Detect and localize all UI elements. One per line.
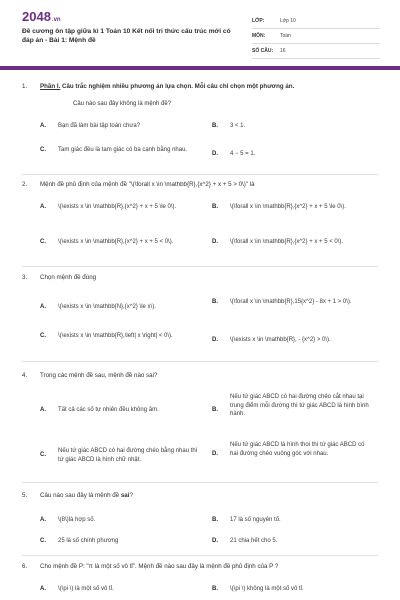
question-text: Mệnh đề phủ định của mệnh đề "\(\forall x \in \mathbb{R},{x^2} + x + 5 > 0\)" là <box>40 181 255 188</box>
question-1-prompt: Câu nào sau đây không là mệnh đề? <box>73 101 172 107</box>
option-q2-d[interactable] <box>212 238 370 247</box>
question-number: 3. <box>22 274 28 281</box>
option-text: Nếu tứ giác ABCD là hình thoi thì tứ giác ABCD có hai đường chéo vuông góc với nhau. <box>230 442 365 457</box>
document-title: Đề cương ôn tập giữa kì 1 Toán 10 Kết nối tri thức cấu trúc mới có đáp án - Bài 1: Mệnh đề <box>22 28 231 44</box>
option-q2-a[interactable] <box>40 203 198 212</box>
option-q4-b[interactable] <box>212 393 370 419</box>
option-q3-a[interactable] <box>40 303 198 312</box>
option-q5-a[interactable] <box>40 516 198 525</box>
question-text: Chọn mệnh đề đúng <box>40 274 97 281</box>
part-instruction: Câu trắc nghiệm nhiều phương án lựa chọn. Mỗi câu chỉ chọn một phương án. <box>60 83 295 90</box>
option-letter: A. <box>40 304 46 310</box>
option-text: \(\exists x \in \mathbb{R},{x^2} + x + 5 < 0\). <box>58 239 174 245</box>
question-divider <box>22 174 378 175</box>
question-number: 6. <box>22 563 28 570</box>
option-text: \(\pi \) không là một số vô tỉ. <box>230 586 304 592</box>
question-5-heading <box>22 492 382 500</box>
info-key: LỚP: <box>252 18 265 24</box>
question-text: Trong các mệnh đề sau, mệnh đề nào sai? <box>40 372 158 379</box>
option-text: \(\forall x \in \mathbb{R},{x^2} + x + 5 \le 0\). <box>230 204 346 210</box>
option-q1-c[interactable] <box>40 146 198 155</box>
option-q5-b[interactable] <box>212 516 370 525</box>
option-q1-a[interactable] <box>40 122 198 131</box>
option-letter: D. <box>212 337 218 343</box>
option-letter: C. <box>40 452 46 458</box>
option-text: Bạn đã làm bài tập toán chưa? <box>58 123 141 129</box>
question-text: Cho mệnh đề P: "π là một số vô tỉ". Mệnh đề nào sau đây là mệnh đề phủ định của P ? <box>40 563 279 570</box>
info-key: SỐ CÂU: <box>252 48 274 54</box>
question-divider <box>22 266 378 267</box>
option-q5-c[interactable] <box>40 537 198 546</box>
question-4-heading <box>22 372 382 380</box>
header <box>0 0 400 66</box>
option-text: \(8\)là hợp số. <box>58 517 96 523</box>
option-q4-c[interactable] <box>40 447 198 464</box>
question-divider <box>22 555 378 556</box>
question-emphasis: sai <box>120 492 130 499</box>
option-text: \(\exists x \in \mathbb{R},{x^2} + x + 5 \le 0\). <box>58 204 177 210</box>
site-logo[interactable] <box>22 9 61 24</box>
option-q1-b[interactable] <box>212 122 370 131</box>
option-q3-d[interactable] <box>212 336 370 345</box>
info-key: MÔN: <box>252 33 266 39</box>
question-1-heading <box>22 83 382 91</box>
option-letter: B. <box>212 204 218 210</box>
option-letter: B. <box>212 299 218 305</box>
question-2-heading <box>22 181 382 189</box>
part-label: Phần I. <box>40 83 61 90</box>
option-letter: D. <box>212 538 218 544</box>
option-letter: A. <box>40 204 46 210</box>
option-letter: A. <box>40 123 46 129</box>
option-letter: D. <box>212 451 218 457</box>
question-divider <box>22 482 378 483</box>
option-text: 3 < 1. <box>230 123 246 129</box>
info-box <box>252 14 380 59</box>
option-letter: A. <box>40 517 46 523</box>
logo-text: 2048 <box>22 9 51 24</box>
option-q4-a[interactable] <box>40 406 198 415</box>
option-text: 17 là số nguyên tố. <box>230 517 281 523</box>
option-letter: B. <box>212 517 218 523</box>
option-text: Tam giác đều là tam giác có ba cạnh bằng nhau. <box>58 147 188 153</box>
option-letter: C. <box>40 333 46 339</box>
option-text: \(\forall x \in \mathbb{R},15{x^2} - 8x + 1 > 0\). <box>230 299 352 305</box>
option-q6-a[interactable] <box>40 585 198 594</box>
question-text: Câu nào sau đây là mệnh đề <box>40 492 121 499</box>
option-text: 4 − 5 = 1. <box>230 151 256 157</box>
option-text: 21 chia hết cho 5. <box>230 538 278 544</box>
option-letter: A. <box>40 586 46 592</box>
option-q2-c[interactable] <box>40 238 198 247</box>
option-text: \(\forall x \in \mathbb{R},{x^2} + x + 5 < 0\). <box>230 239 344 245</box>
option-letter: C. <box>40 147 46 153</box>
question-3-heading <box>22 274 382 282</box>
option-letter: D. <box>212 239 218 245</box>
option-letter: B. <box>212 586 218 592</box>
option-text: Nếu tứ giác ABCD có hai đường chéo bằng nhau thì tứ giác ABCD là hình chữ nhật. <box>58 448 198 463</box>
option-letter: C. <box>40 538 46 544</box>
option-q3-c[interactable] <box>40 332 198 341</box>
info-value: Toán <box>280 33 291 39</box>
option-letter: B. <box>212 123 218 129</box>
info-value: 16 <box>280 48 286 54</box>
option-text: \(\pi \) là một số vô tỉ. <box>58 586 114 592</box>
option-text: Tất cả các số tự nhiên đều không âm. <box>58 407 159 413</box>
option-text: Nếu tứ giác ABCD có hai đường chéo cắt nhau tại trung điểm mỗi đường thì tứ giác ABCD là hình bình hành. <box>230 394 369 418</box>
option-text: \(\exists x \in \mathbb{N},{x^2} \le x\). <box>58 304 156 310</box>
option-text: \(\exists x \in \mathbb{R},\left| x \right| < 0\). <box>58 333 173 339</box>
logo-suffix: .vn <box>51 17 61 23</box>
option-text: 25 là số chính phương <box>58 538 119 544</box>
question-divider <box>22 361 378 362</box>
option-letter: A. <box>40 407 46 413</box>
question-text-end: ? <box>129 492 133 499</box>
option-q1-d[interactable] <box>212 150 370 159</box>
question-number: 4. <box>22 372 28 379</box>
option-letter: C. <box>40 239 46 245</box>
option-letter: D. <box>212 151 218 157</box>
header-divider <box>0 66 400 70</box>
info-row-class <box>252 14 380 29</box>
question-number: 1. <box>22 83 28 90</box>
option-q4-d[interactable] <box>212 441 370 459</box>
question-number: 5. <box>22 492 28 499</box>
option-q3-b[interactable] <box>212 298 370 307</box>
question-6-heading <box>22 563 382 571</box>
question-number: 2. <box>22 181 28 188</box>
option-q5-d[interactable] <box>212 537 370 546</box>
option-q2-b[interactable] <box>212 203 370 212</box>
info-row-subject <box>252 29 380 44</box>
info-row-count <box>252 44 380 59</box>
info-value: Lớp 10 <box>280 18 296 24</box>
option-text: \(\exists x \in \mathbb{R}, - {x^2} > 0\). <box>230 337 331 343</box>
option-letter: B. <box>212 407 218 413</box>
option-q6-b[interactable] <box>212 585 370 594</box>
